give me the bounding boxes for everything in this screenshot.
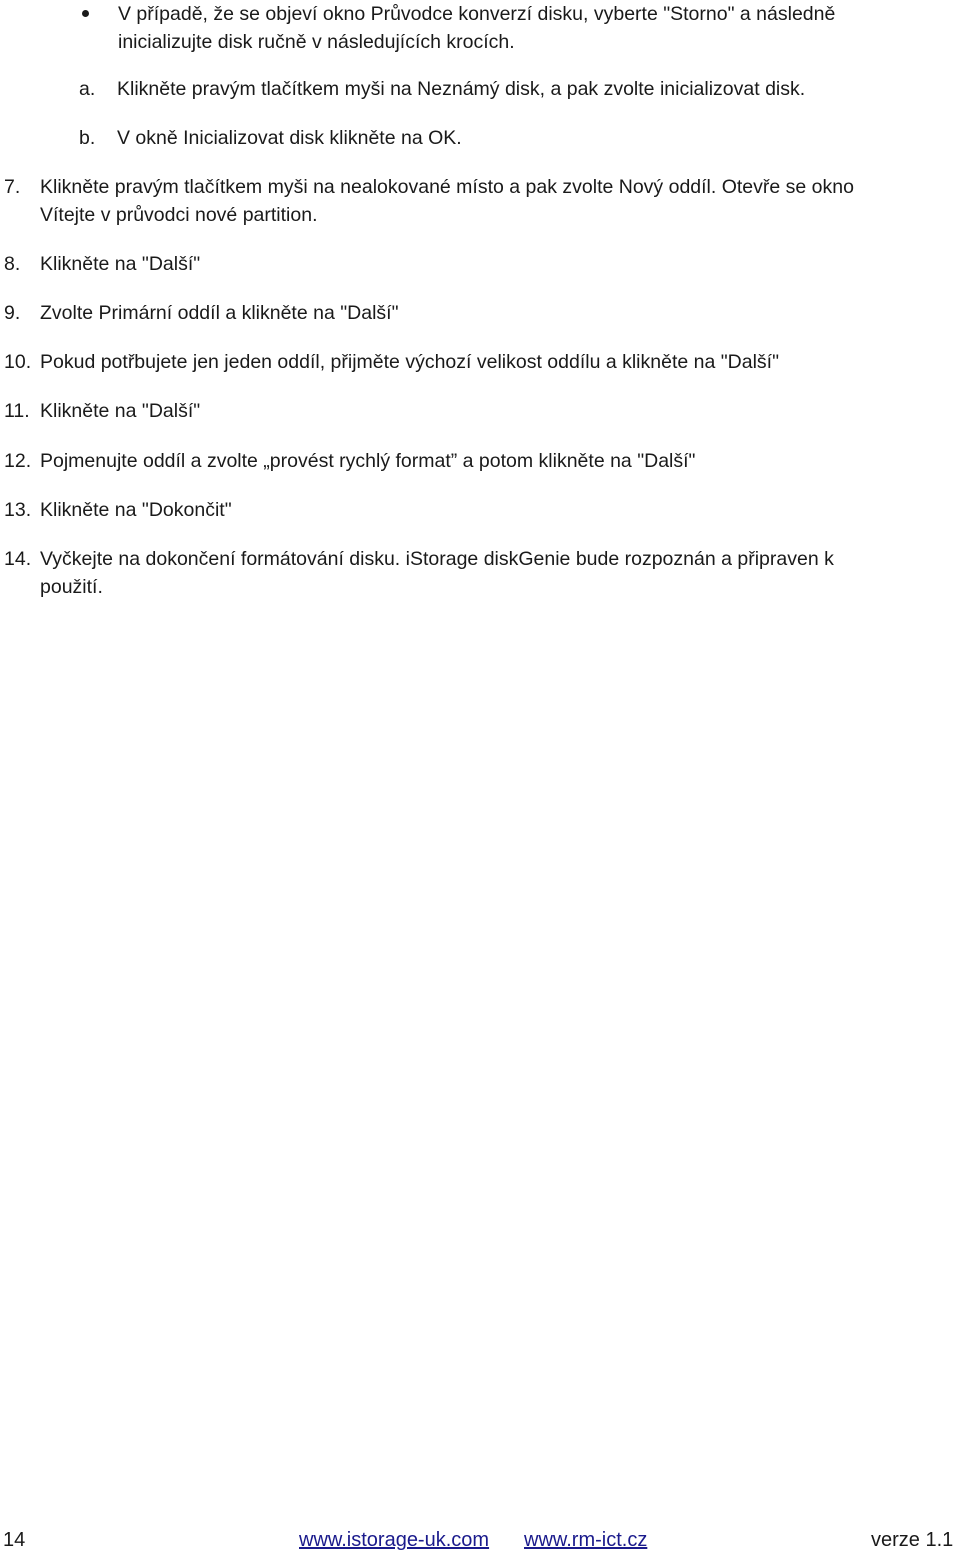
sub-item-marker: a. — [79, 78, 96, 100]
step-7 — [4, 173, 854, 229]
step-11 — [4, 397, 200, 425]
step-text-continued: Vítejte v průvodci nové partition. — [40, 204, 318, 226]
bullet-marker — [82, 10, 89, 17]
step-text: Pokud potřbujete jen jeden oddíl, přijměte výchozí velikost oddílu a klikněte na "Další" — [40, 351, 780, 373]
bullet-item — [118, 0, 835, 56]
step-12 — [4, 447, 695, 475]
footer-page-number: 14 — [3, 1529, 26, 1551]
bullet-line-2: inicializujte disk ručně v následujících krocích. — [118, 31, 515, 53]
step-9 — [4, 299, 399, 327]
sub-item-text: Klikněte pravým tlačítkem myši na Neznámý disk, a pak zvolte inicializovat disk. — [117, 78, 806, 100]
step-number: 9. — [4, 302, 21, 324]
step-8 — [4, 250, 200, 278]
step-number: 8. — [4, 253, 21, 275]
footer-version: verze 1.1 — [871, 1529, 954, 1551]
step-text: Klikněte pravým tlačítkem myši na nealokované místo a pak zvolte Nový oddíl. Otevře se okno — [40, 176, 854, 198]
step-text: Vyčkejte na dokončení formátování disku. iStorage diskGenie bude rozpoznán a připraven k — [40, 548, 834, 570]
step-number: 10. — [4, 351, 32, 373]
step-text: Klikněte na "Dokončit" — [40, 499, 232, 521]
footer-link-rm-ict[interactable]: www.rm-ict.cz — [524, 1529, 648, 1551]
step-14 — [4, 545, 834, 601]
step-number: 11. — [4, 400, 30, 422]
step-number: 12. — [4, 450, 32, 472]
step-text: Zvolte Primární oddíl a klikněte na "Další" — [40, 302, 399, 324]
step-text: Pojmenujte oddíl a zvolte „provést rychlý format” a potom klikněte na "Další" — [40, 450, 696, 472]
sub-item-a — [79, 75, 805, 103]
step-number: 14. — [4, 548, 32, 570]
sub-item-text: V okně Inicializovat disk klikněte na OK. — [117, 127, 462, 149]
step-text: Klikněte na "Další" — [40, 253, 201, 275]
footer-link-istorage[interactable]: www.istorage-uk.com — [299, 1529, 490, 1551]
sub-item-b — [79, 124, 462, 152]
step-text-continued: použití. — [40, 576, 103, 598]
step-13 — [4, 496, 232, 524]
bullet-line-1: V případě, že se objeví okno Průvodce konverzí disku, vyberte "Storno" a následně — [118, 3, 836, 25]
step-number: 7. — [4, 176, 21, 198]
step-10 — [4, 348, 779, 376]
step-number: 13. — [4, 499, 32, 521]
sub-item-marker: b. — [79, 127, 96, 149]
step-text: Klikněte na "Další" — [40, 400, 201, 422]
